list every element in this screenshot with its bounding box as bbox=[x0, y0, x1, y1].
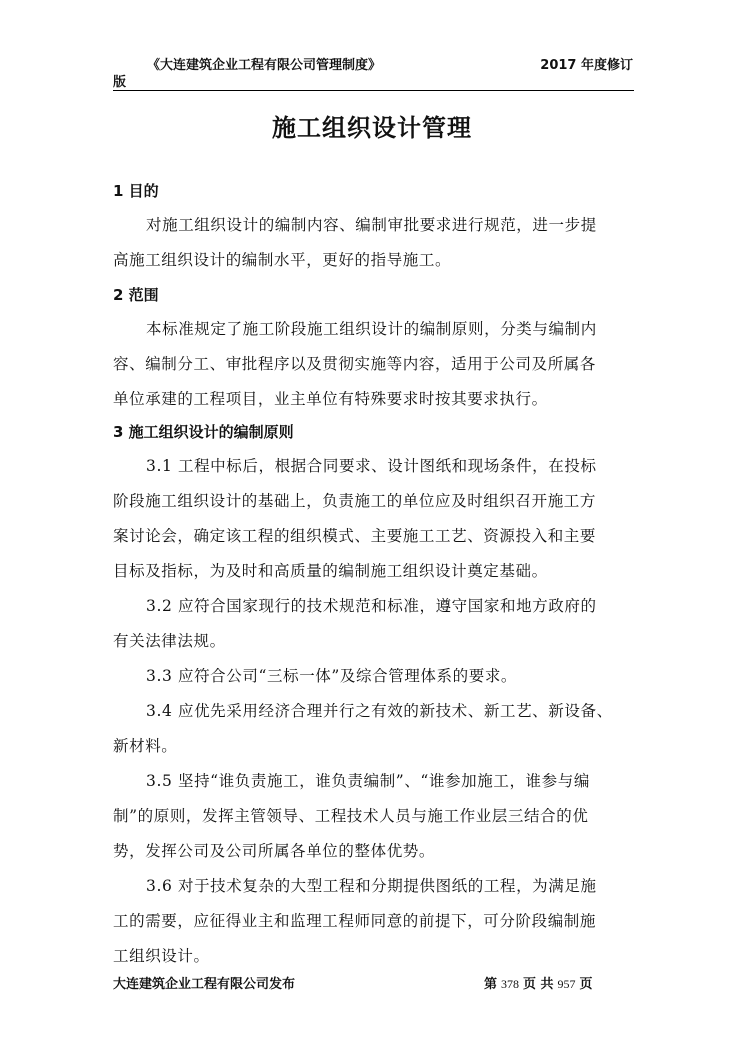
footer-page-info bbox=[484, 973, 593, 992]
para-3-6-line: 3.6 对于技术复杂的大型工程和分期提供图纸的工程，为满足施 bbox=[146, 877, 597, 895]
para-3-1-line: 3.1 工程中标后，根据合同要求、设计图纸和现场条件，在投标 bbox=[146, 457, 597, 475]
section-3-heading: 3 施工组织设计的编制原则 bbox=[113, 423, 294, 441]
para-3-2-line: 有关法律法规。 bbox=[113, 632, 226, 650]
para-3-1-line: 案讨论会，确定该工程的组织模式、主要施工工艺、资源投入和主要 bbox=[113, 527, 597, 545]
para-3-4-line: 3.4 应优先采用经济合理并行之有效的新技术、新工艺、新设备、 bbox=[146, 702, 613, 720]
para-3-6-line: 工的需要，应征得业主和监理工程师同意的前提下，可分阶段编制施 bbox=[113, 912, 597, 930]
para-3-2-line: 3.2 应符合国家现行的技术规范和标准，遵守国家和地方政府的 bbox=[146, 597, 597, 615]
page-title: 施工组织设计管理 bbox=[272, 114, 472, 142]
header-rule bbox=[113, 90, 634, 91]
footer-page-prefix: 第 bbox=[484, 977, 498, 992]
header-doc-title: 《大连建筑企业工程有限公司管理制度》 bbox=[147, 58, 382, 73]
footer-page-mid: 页 共 bbox=[523, 977, 554, 992]
header-revision-wrap: 版 bbox=[113, 75, 127, 90]
section-2-line: 本标准规定了施工阶段施工组织设计的编制原则，分类与编制内 bbox=[146, 320, 597, 338]
para-3-5-line: 势，发挥公司及公司所属各单位的整体优势。 bbox=[113, 842, 436, 860]
para-3-6-line: 工组织设计。 bbox=[113, 947, 210, 965]
para-3-1-line: 阶段施工组织设计的基础上，负责施工的单位应及时组织召开施工方 bbox=[113, 492, 597, 510]
section-1-line: 对施工组织设计的编制内容、编制审批要求进行规范，进一步提 bbox=[146, 216, 597, 234]
footer-page-suffix: 页 bbox=[579, 977, 593, 992]
section-2-line: 单位承建的工程项目，业主单位有特殊要求时按其要求执行。 bbox=[113, 390, 548, 408]
section-1-heading: 1 目的 bbox=[113, 182, 159, 200]
header-revision: 2017 年度修订 bbox=[540, 58, 633, 73]
section-2-line: 容、编制分工、审批程序以及贯彻实施等内容，适用于公司及所属各 bbox=[113, 355, 597, 373]
section-1-line: 高施工组织设计的编制水平，更好的指导施工。 bbox=[113, 251, 452, 269]
para-3-4-line: 新材料。 bbox=[113, 737, 178, 755]
footer-page-total: 957 bbox=[557, 977, 576, 991]
section-2-heading: 2 范围 bbox=[113, 286, 159, 304]
footer-publisher: 大连建筑企业工程有限公司发布 bbox=[113, 977, 296, 992]
footer-page-current: 378 bbox=[501, 977, 520, 991]
para-3-5-line: 3.5 坚持“谁负责施工，谁负责编制”、“谁参加施工，谁参与编 bbox=[146, 772, 590, 790]
para-3-3-line: 3.3 应符合公司“三标一体”及综合管理体系的要求。 bbox=[146, 667, 518, 685]
para-3-5-line: 制”的原则，发挥主管领导、工程技术人员与施工作业层三结合的优 bbox=[113, 807, 589, 825]
para-3-1-line: 目标及指标，为及时和高质量的编制施工组织设计奠定基础。 bbox=[113, 562, 548, 580]
